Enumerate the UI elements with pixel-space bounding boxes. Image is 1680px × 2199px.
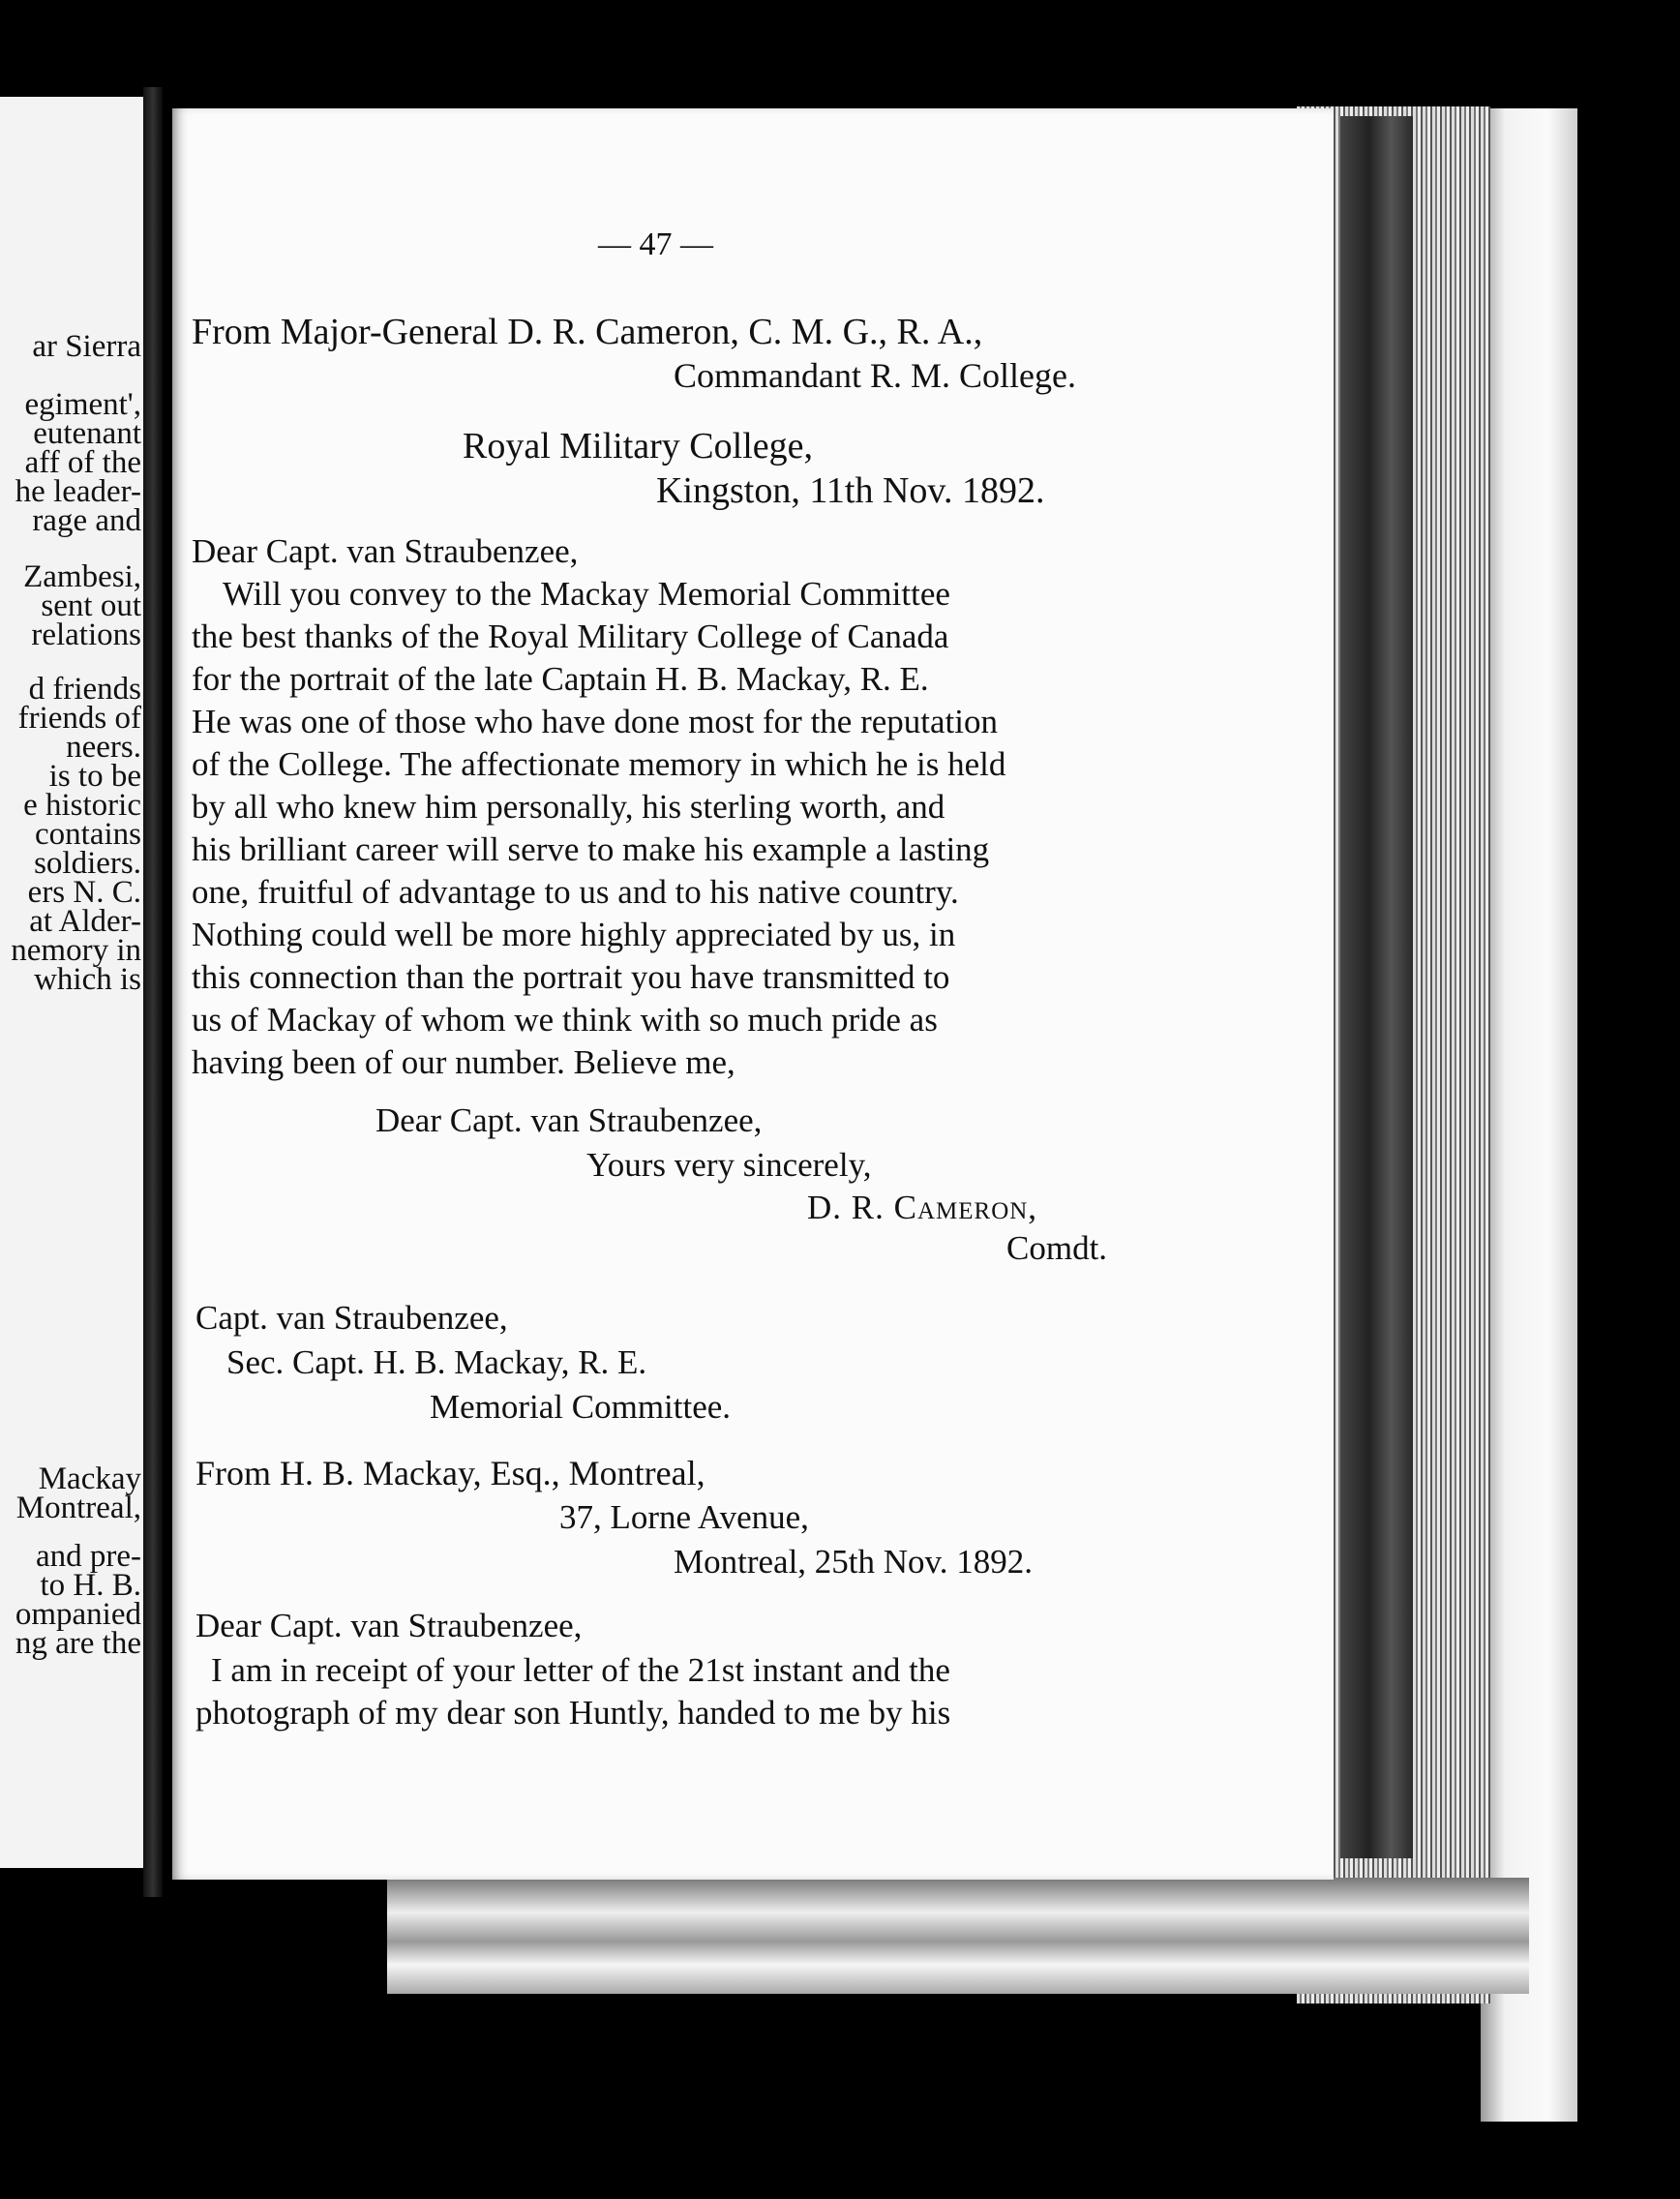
page-number: — 47 — xyxy=(598,226,713,262)
letter1-body-line: He was one of those who have done most for the reputation xyxy=(192,703,998,740)
left-page-line: he leader- xyxy=(15,474,141,509)
letter1-closing-1: Dear Capt. van Straubenzee, xyxy=(375,1101,763,1139)
letter1-body-line: Will you convey to the Mackay Memorial Committee xyxy=(223,575,950,613)
left-page-line: ng are the xyxy=(15,1626,141,1661)
letter2-salutation: Dear Capt. van Straubenzee, xyxy=(195,1607,583,1644)
letter1-salutation: Dear Capt. van Straubenzee, xyxy=(192,532,579,570)
letter1-body-line: of the College. The affectionate memory in which he is held xyxy=(192,745,1006,783)
letter1-address-2: Kingston, 11th Nov. 1892. xyxy=(656,470,1045,511)
letter1-from-line: From Major-General D. R. Cameron, C. M. G., R. A., xyxy=(192,312,983,352)
left-page-line: egiment', xyxy=(24,387,141,422)
letter1-body-line: having been of our number. Believe me, xyxy=(192,1043,735,1081)
left-page-line: and pre- xyxy=(35,1539,141,1574)
left-page-line: to H. B. xyxy=(40,1568,141,1603)
left-page-line: friends of xyxy=(17,701,141,736)
bottom-page-edges xyxy=(387,1878,1529,1994)
letter1-address-1: Royal Military College, xyxy=(463,426,814,467)
page xyxy=(172,108,1334,1880)
letter1-closing-2: Yours very sincerely, xyxy=(586,1146,872,1184)
letter2-body-line: photograph of my dear son Huntly, handed to me by his xyxy=(195,1694,951,1732)
letter2-from-line: From H. B. Mackay, Esq., Montreal, xyxy=(195,1454,705,1492)
letter2-address-2: Montreal, 25th Nov. 1892. xyxy=(674,1543,1034,1581)
letter1-from-title: Commandant R. M. College. xyxy=(674,356,1076,395)
recipient-line: Capt. van Straubenzee, xyxy=(195,1299,508,1337)
recipient-line: Sec. Capt. H. B. Mackay, R. E. xyxy=(226,1343,647,1381)
left-page-line: Zambesi, xyxy=(23,559,141,594)
left-page-line: at Alder- xyxy=(29,904,141,939)
letter1-body-line: by all who knew him personally, his sterling worth, and xyxy=(192,788,945,826)
left-page-line: Montreal, xyxy=(15,1491,141,1525)
letter2-address-1: 37, Lorne Avenue, xyxy=(559,1498,809,1536)
left-page-line: sent out xyxy=(41,588,141,623)
left-page-line: relations xyxy=(31,618,141,652)
letter1-signature-title: Comdt. xyxy=(1006,1229,1108,1267)
recipient-line: Memorial Committee. xyxy=(430,1388,732,1426)
left-page-line: ers N. C. xyxy=(27,875,141,910)
left-page-line: ar Sierra xyxy=(32,329,141,364)
book-gutter xyxy=(143,87,163,1897)
letter1-body-line: one, fruitful of advantage to us and to his native country. xyxy=(192,873,959,911)
left-page-line: aff of the xyxy=(24,445,141,480)
left-page-line: eutenant xyxy=(33,416,141,451)
letter1-body-line: this connection than the portrait you have transmitted to xyxy=(192,958,950,996)
page-edges-shadow xyxy=(1340,116,1413,1858)
left-page-line: contains xyxy=(35,817,141,852)
left-page-line: d friends xyxy=(28,672,141,707)
book-cover-board xyxy=(1481,108,1577,2122)
previous-page-fragment xyxy=(0,97,143,1868)
letter1-body-line: the best thanks of the Royal Military College of Canada xyxy=(192,618,949,655)
letter1-body-line: for the portrait of the late Captain H. B. Mackay, R. E. xyxy=(192,660,929,698)
left-page-line: neers. xyxy=(66,730,141,765)
letter1-body-line: his brilliant career will serve to make his example a lasting xyxy=(192,830,990,868)
left-page-line: nemory in xyxy=(11,933,141,968)
left-page-line: is to be xyxy=(48,759,141,794)
letter1-body-line: us of Mackay of whom we think with so much pride as xyxy=(192,1001,938,1039)
letter1-body-line: Nothing could well be more highly appreciated by us, in xyxy=(192,916,956,953)
left-page-line: Mackay xyxy=(38,1461,141,1496)
letter2-body-line: I am in receipt of your letter of the 21st instant and the xyxy=(211,1651,950,1689)
left-page-line: which is xyxy=(34,962,141,997)
left-page-line: e historic xyxy=(23,788,141,823)
left-page-line: rage and xyxy=(32,503,141,538)
left-page-line: ompanied xyxy=(15,1597,141,1632)
left-page-line: soldiers. xyxy=(34,846,141,881)
letter1-signature: D. R. Cameron, xyxy=(807,1189,1038,1226)
